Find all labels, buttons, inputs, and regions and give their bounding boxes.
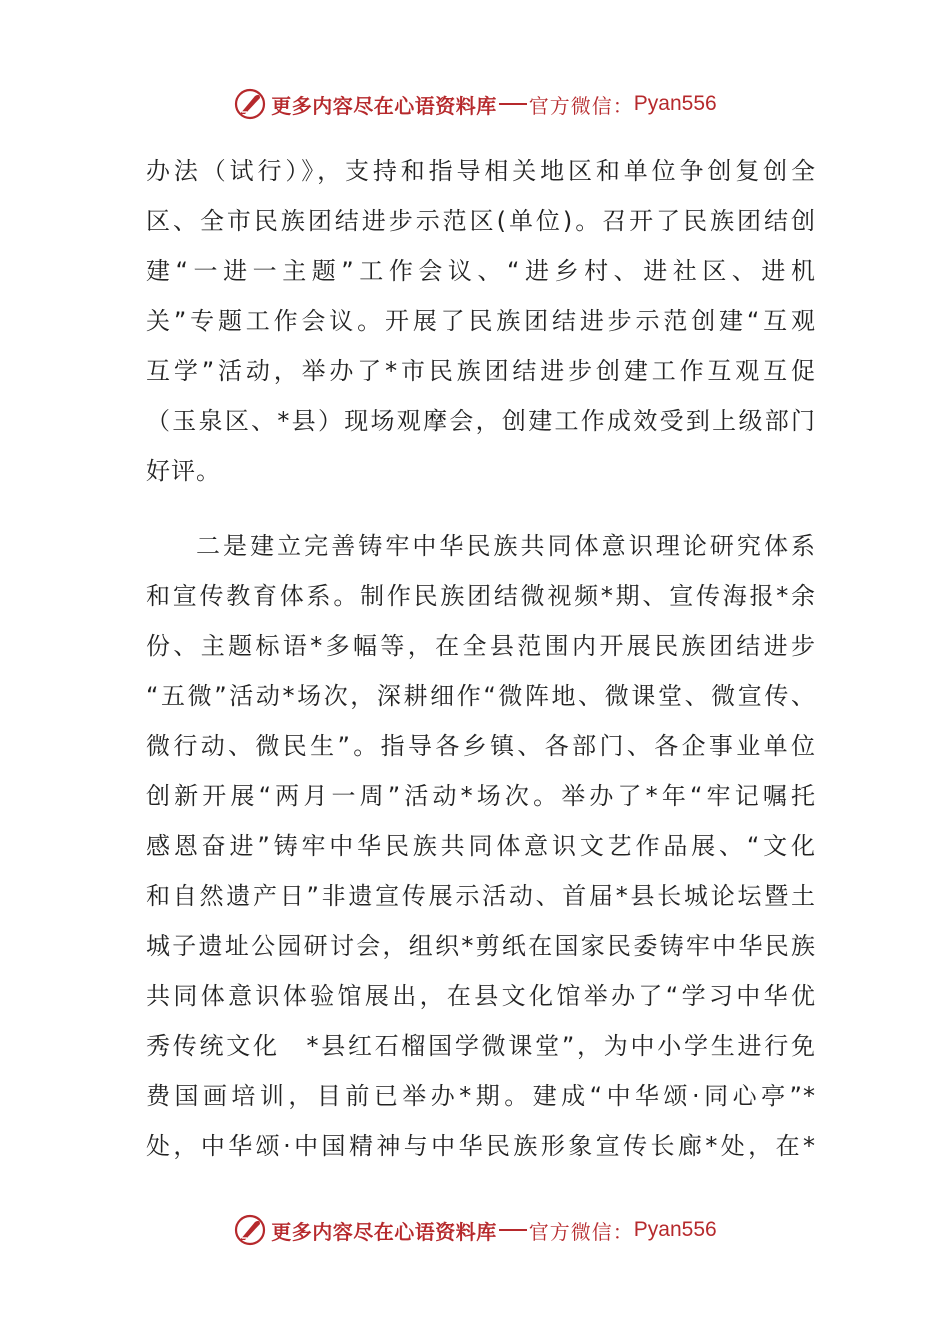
paragraph-theory-system	[146, 521, 816, 1171]
text-line: 秀传统文化 *县红石榴国学微课堂”，为中小学生进行免	[146, 1032, 816, 1060]
text-line: 处，中华颂·中国精神与中华民族形象宣传长廊*处，在*	[146, 1132, 816, 1160]
watermark-separator	[499, 103, 527, 105]
watermark-brand: 更多内容尽在心语资料库	[271, 1219, 497, 1244]
quill-logo-icon	[233, 87, 267, 121]
text-line: 城子遗址公园研讨会，组织*剪纸在国家民委铸牢中华民族	[146, 932, 816, 960]
text-line: 办法（试行）》，支持和指导相关地区和单位争创复创全	[146, 157, 816, 185]
text-line: 创新开展“两月一周”活动*场次。举办了*年“牢记嘱托	[146, 782, 816, 810]
body-text	[146, 146, 816, 1171]
text-line: 费国画培训，目前已举办*期。建成“中华颂·同心亭”*	[146, 1082, 816, 1110]
text-line: 互学”活动，举办了*市民族团结进步创建工作互观互促	[146, 357, 816, 385]
watermark-handle: Pyan556	[633, 1218, 717, 1241]
paragraph-gap	[146, 496, 816, 521]
watermark-channel: 官方微信：	[528, 93, 634, 118]
watermark-banner-bottom	[0, 1210, 950, 1250]
watermark-separator	[499, 1229, 527, 1231]
text-line: 和自然遗产日”非遗宣传展示活动、首届*县长城论坛暨土	[146, 882, 816, 910]
watermark-channel: 官方微信：	[528, 1219, 634, 1244]
text-line: 感恩奋进”铸牢中华民族共同体意识文艺作品展、“文化	[146, 832, 816, 860]
text-line: 和宣传教育体系。制作民族团结微视频*期、宣传海报*余	[146, 582, 816, 610]
text-line: 关”专题工作会议。开展了民族团结进步示范创建“互观	[146, 307, 816, 335]
quill-logo-icon	[233, 1213, 267, 1247]
watermark-handle: Pyan556	[633, 92, 717, 115]
text-line: 区、全市民族团结进步示范区(单位)。召开了民族团结创	[146, 207, 816, 235]
watermark-brand: 更多内容尽在心语资料库	[271, 93, 497, 118]
text-line: 共同体意识体验馆展出，在县文化馆举办了“学习中华优	[146, 982, 816, 1010]
text-line: 份、主题标语*多幅等，在全县范围内开展民族团结进步	[146, 632, 816, 660]
watermark-banner-top	[0, 84, 950, 124]
paragraph-continued	[146, 146, 816, 496]
text-line: “五微”活动*场次，深耕细作“微阵地、微课堂、微宣传、	[146, 682, 816, 710]
text-line: （玉泉区、*县）现场观摩会，创建工作成效受到上级部门	[146, 407, 816, 435]
text-line: 二是建立完善铸牢中华民族共同体意识理论研究体系	[196, 532, 816, 560]
text-line: 好评。	[146, 457, 221, 485]
text-line: 建“一进一主题”工作会议、“进乡村、进社区、进机	[146, 257, 816, 285]
text-line: 微行动、微民生”。指导各乡镇、各部门、各企事业单位	[146, 732, 816, 760]
